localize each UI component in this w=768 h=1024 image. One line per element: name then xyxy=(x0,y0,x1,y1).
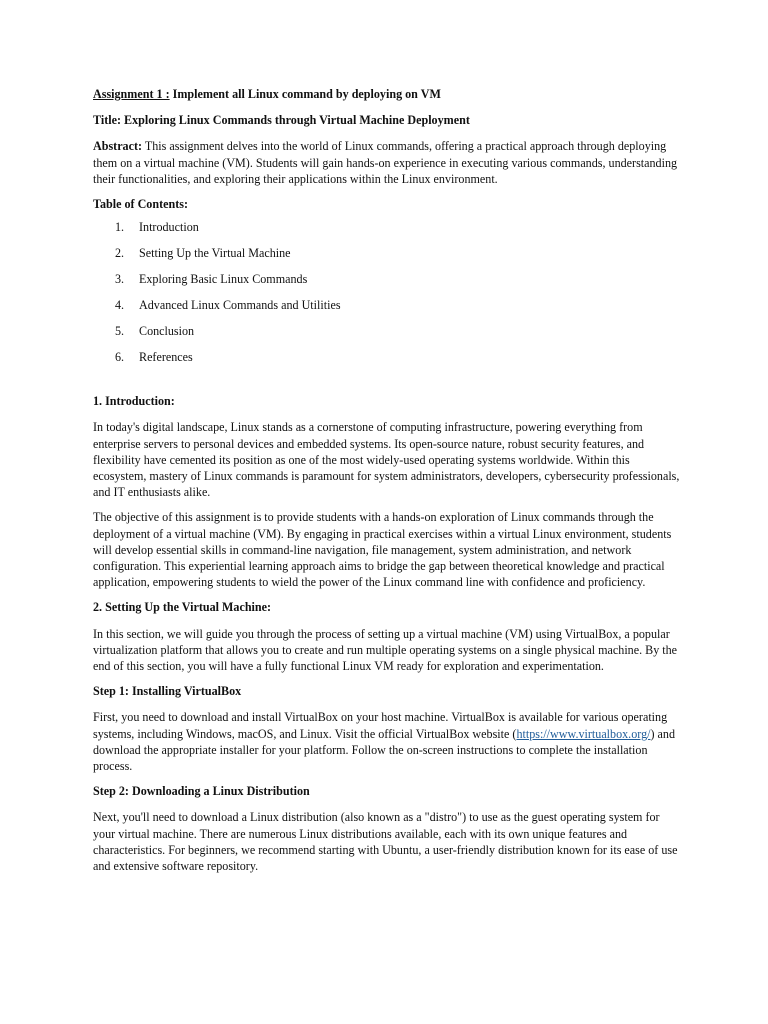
toc-item-number: 6. xyxy=(115,350,125,365)
step1-paragraph xyxy=(93,709,683,774)
toc-item xyxy=(93,323,683,349)
toc-item-number: 4. xyxy=(115,298,125,313)
toc-item xyxy=(93,219,683,245)
toc-item-label: Introduction xyxy=(139,220,199,235)
introduction-paragraph-2: The objective of this assignment is to provide students with a hands-on exploration of Linux commands through the deployment of a virtual machine (VM). By engaging in practical exercises within a virtual Linux environment, students will develop essential skills in command-line navigation, file management, system administration, and network configuration. This experiential learning approach aims to bridge the gap between theoretical knowledge and practical application, empowering students to wield the power of the Linux command line with confidence and proficiency. xyxy=(93,510,672,590)
assignment-label: Assignment 1 : xyxy=(93,87,170,101)
toc-item xyxy=(93,297,683,323)
setup-paragraph: In this section, we will guide you through the process of setting up a virtual machine (VM) using VirtualBox, a popular virtualization platform that allows you to create and run multiple operating systems on a single physical machine. By the end of this section, you will have a fully functional Linux VM ready for exploration and experimentation. xyxy=(93,626,678,674)
toc-heading: Table of Contents: xyxy=(93,197,188,212)
document-page xyxy=(93,86,683,883)
toc-item-label: Exploring Basic Linux Commands xyxy=(139,272,308,287)
step1-heading: Step 1: Installing VirtualBox xyxy=(93,684,242,699)
step1-text-after: ) and download the appropriate installer for your platform. Follow the on-screen instructions to complete the installation process. xyxy=(93,726,675,774)
toc-item xyxy=(93,245,683,271)
toc-item-label: Advanced Linux Commands and Utilities xyxy=(139,298,341,313)
toc-item-number: 3. xyxy=(115,272,125,287)
toc-item-label: Conclusion xyxy=(139,324,195,339)
toc-item-label: Setting Up the Virtual Machine xyxy=(139,246,291,261)
toc-item-number: 5. xyxy=(115,324,125,339)
step2-paragraph: Next, you'll need to download a Linux distribution (also known as a "distro") to use as the guest operating system for your virtual machine. There are numerous Linux distributions available, each with its own unique features and characteristics. For beginners, we recommend starting with Ubuntu, a user-friendly distribution known for its ease of use and extensive software repository. xyxy=(93,810,678,874)
document-title: Title: Exploring Linux Commands through Virtual Machine Deployment xyxy=(93,113,470,128)
toc-item xyxy=(93,271,683,297)
abstract-text: This assignment delves into the world of Linux commands, offering a practical approach through deploying them on a virtual machine (VM). Students will gain hands-on experience in executing various commands, understanding their functionalities, and exploring their applications within the Linux environment. xyxy=(93,139,678,186)
introduction-paragraph-1: In today's digital landscape, Linux stands as a cornerstone of computing infrastructure, powering everything from enterprise servers to personal devices and embedded systems. Its open-source nature, robust security features, and flexibility have cemented its position as one of the most widely-used operating systems worldwide. Within this ecosystem, mastery of Linux commands is paramount for system administrators, developers, cybersecurity professionals, and IT enthusiasts alike. xyxy=(93,420,680,500)
table-of-contents xyxy=(93,219,683,375)
step1-text-before: First, you need to download and install VirtualBox on your host machine. VirtualBox is available for various operating systems, including Windows, macOS, and Linux. Visit the official VirtualBox website ( xyxy=(93,710,668,741)
toc-item-label: References xyxy=(139,350,193,365)
assignment-line xyxy=(93,86,683,102)
abstract-paragraph xyxy=(93,138,683,187)
step2-heading: Step 2: Downloading a Linux Distribution xyxy=(93,784,310,799)
virtualbox-link[interactable]: https://www.virtualbox.org/ xyxy=(516,726,651,741)
setup-heading: 2. Setting Up the Virtual Machine: xyxy=(93,600,272,615)
toc-item xyxy=(93,349,683,375)
assignment-text: Implement all Linux command by deploying on VM xyxy=(169,87,441,101)
toc-item-number: 2. xyxy=(115,246,125,261)
toc-item-number: 1. xyxy=(115,220,125,235)
introduction-heading: 1. Introduction: xyxy=(93,394,175,409)
abstract-label: Abstract: xyxy=(93,139,143,154)
